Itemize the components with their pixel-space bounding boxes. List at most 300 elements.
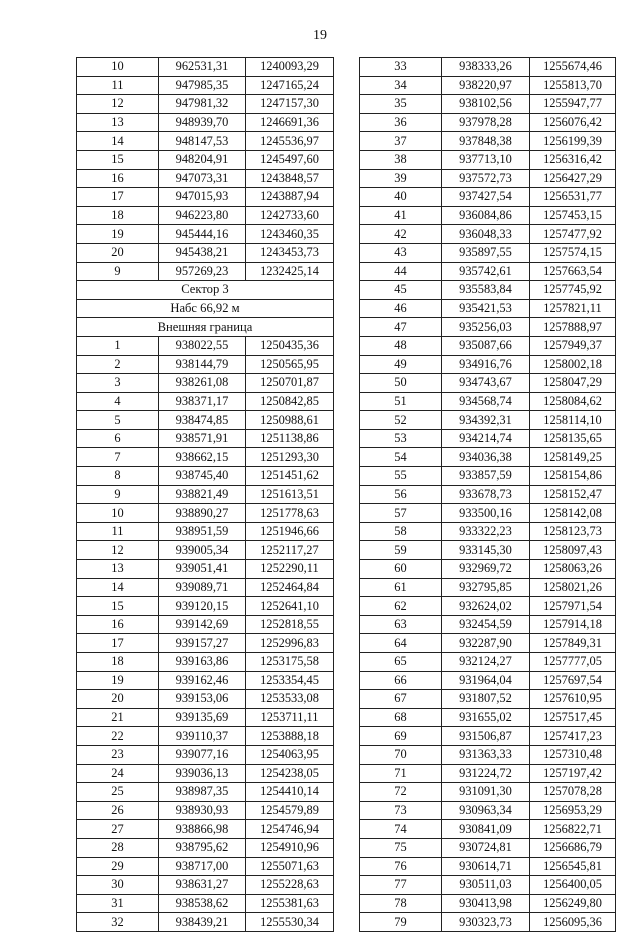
y-coordinate-cell: 1243887,94 bbox=[246, 188, 334, 207]
table-row bbox=[77, 448, 334, 467]
table-row bbox=[360, 206, 616, 225]
x-coordinate-cell: 938538,62 bbox=[159, 894, 246, 913]
point-number-cell: 77 bbox=[360, 876, 442, 895]
boundary-label-row bbox=[77, 318, 334, 337]
table-row bbox=[77, 913, 334, 932]
point-number-cell: 12 bbox=[77, 541, 159, 560]
x-coordinate-cell: 930323,73 bbox=[442, 913, 530, 932]
point-number-cell: 13 bbox=[77, 113, 159, 132]
point-number-cell: 9 bbox=[77, 262, 159, 281]
x-coordinate-cell: 939163,86 bbox=[159, 653, 246, 672]
table-row bbox=[360, 392, 616, 411]
y-coordinate-cell: 1257821,11 bbox=[530, 299, 616, 318]
table-row bbox=[77, 169, 334, 188]
y-coordinate-cell: 1257417,23 bbox=[530, 727, 616, 746]
y-coordinate-cell: 1245536,97 bbox=[246, 132, 334, 151]
x-coordinate-cell: 932795,85 bbox=[442, 578, 530, 597]
table-row bbox=[77, 392, 334, 411]
table-row bbox=[360, 169, 616, 188]
table-row bbox=[360, 578, 616, 597]
table-row bbox=[77, 560, 334, 579]
point-number-cell: 73 bbox=[360, 801, 442, 820]
y-coordinate-cell: 1256822,71 bbox=[530, 820, 616, 839]
y-coordinate-cell: 1247157,30 bbox=[246, 95, 334, 114]
y-coordinate-cell: 1253888,18 bbox=[246, 727, 334, 746]
table-row bbox=[77, 58, 334, 77]
x-coordinate-cell: 935087,66 bbox=[442, 336, 530, 355]
x-coordinate-cell: 935421,53 bbox=[442, 299, 530, 318]
x-coordinate-cell: 938102,56 bbox=[442, 95, 530, 114]
point-number-cell: 17 bbox=[77, 188, 159, 207]
x-coordinate-cell: 935583,84 bbox=[442, 281, 530, 300]
x-coordinate-cell: 938951,59 bbox=[159, 522, 246, 541]
x-coordinate-cell: 932124,27 bbox=[442, 653, 530, 672]
x-coordinate-cell: 938987,35 bbox=[159, 783, 246, 802]
boundary-label: Внешняя граница bbox=[77, 318, 334, 337]
x-coordinate-cell: 947073,31 bbox=[159, 169, 246, 188]
table-row bbox=[77, 76, 334, 95]
point-number-cell: 19 bbox=[77, 225, 159, 244]
point-number-cell: 74 bbox=[360, 820, 442, 839]
point-number-cell: 34 bbox=[360, 76, 442, 95]
x-coordinate-cell: 937848,38 bbox=[442, 132, 530, 151]
point-number-cell: 79 bbox=[360, 913, 442, 932]
y-coordinate-cell: 1256199,39 bbox=[530, 132, 616, 151]
y-coordinate-cell: 1254746,94 bbox=[246, 820, 334, 839]
point-number-cell: 43 bbox=[360, 243, 442, 262]
table-row bbox=[77, 727, 334, 746]
x-coordinate-cell: 938662,15 bbox=[159, 448, 246, 467]
x-coordinate-cell: 938439,21 bbox=[159, 913, 246, 932]
x-coordinate-cell: 938474,85 bbox=[159, 411, 246, 430]
x-coordinate-cell: 939162,46 bbox=[159, 671, 246, 690]
y-coordinate-cell: 1257574,15 bbox=[530, 243, 616, 262]
x-coordinate-cell: 938631,27 bbox=[159, 876, 246, 895]
point-number-cell: 3 bbox=[77, 374, 159, 393]
point-number-cell: 44 bbox=[360, 262, 442, 281]
x-coordinate-cell: 939120,15 bbox=[159, 597, 246, 616]
table-row bbox=[360, 838, 616, 857]
y-coordinate-cell: 1243460,35 bbox=[246, 225, 334, 244]
x-coordinate-cell: 930413,98 bbox=[442, 894, 530, 913]
table-row bbox=[77, 113, 334, 132]
table-row bbox=[77, 132, 334, 151]
table-row bbox=[360, 76, 616, 95]
point-number-cell: 67 bbox=[360, 690, 442, 709]
y-coordinate-cell: 1256953,29 bbox=[530, 801, 616, 820]
table-row bbox=[77, 336, 334, 355]
x-coordinate-cell: 935897,55 bbox=[442, 243, 530, 262]
x-coordinate-cell: 931807,52 bbox=[442, 690, 530, 709]
table-row bbox=[77, 597, 334, 616]
y-coordinate-cell: 1257663,54 bbox=[530, 262, 616, 281]
table-row bbox=[360, 188, 616, 207]
table-row bbox=[77, 764, 334, 783]
point-number-cell: 28 bbox=[77, 838, 159, 857]
table-row bbox=[360, 132, 616, 151]
table-row bbox=[360, 281, 616, 300]
table-row bbox=[360, 857, 616, 876]
y-coordinate-cell: 1246691,36 bbox=[246, 113, 334, 132]
point-number-cell: 70 bbox=[360, 745, 442, 764]
y-coordinate-cell: 1257078,28 bbox=[530, 783, 616, 802]
y-coordinate-cell: 1250701,87 bbox=[246, 374, 334, 393]
y-coordinate-cell: 1245497,60 bbox=[246, 150, 334, 169]
table-row bbox=[77, 578, 334, 597]
table-row bbox=[360, 467, 616, 486]
table-row bbox=[77, 467, 334, 486]
y-coordinate-cell: 1256249,80 bbox=[530, 894, 616, 913]
point-number-cell: 46 bbox=[360, 299, 442, 318]
y-coordinate-cell: 1258154,86 bbox=[530, 467, 616, 486]
y-coordinate-cell: 1243848,57 bbox=[246, 169, 334, 188]
y-coordinate-cell: 1257197,42 bbox=[530, 764, 616, 783]
point-number-cell: 11 bbox=[77, 522, 159, 541]
x-coordinate-cell: 931363,33 bbox=[442, 745, 530, 764]
x-coordinate-cell: 937572,73 bbox=[442, 169, 530, 188]
x-coordinate-cell: 938795,62 bbox=[159, 838, 246, 857]
coordinates-table-right bbox=[359, 57, 616, 932]
coordinates-table-left bbox=[76, 57, 334, 932]
x-coordinate-cell: 932454,59 bbox=[442, 615, 530, 634]
point-number-cell: 10 bbox=[77, 58, 159, 77]
x-coordinate-cell: 938022,55 bbox=[159, 336, 246, 355]
y-coordinate-cell: 1257310,48 bbox=[530, 745, 616, 764]
point-number-cell: 40 bbox=[360, 188, 442, 207]
y-coordinate-cell: 1250842,85 bbox=[246, 392, 334, 411]
point-number-cell: 66 bbox=[360, 671, 442, 690]
y-coordinate-cell: 1256686,79 bbox=[530, 838, 616, 857]
y-coordinate-cell: 1253533,08 bbox=[246, 690, 334, 709]
table-row bbox=[77, 374, 334, 393]
x-coordinate-cell: 938821,49 bbox=[159, 485, 246, 504]
table-row bbox=[77, 243, 334, 262]
point-number-cell: 11 bbox=[77, 76, 159, 95]
table-row bbox=[360, 150, 616, 169]
y-coordinate-cell: 1258114,10 bbox=[530, 411, 616, 430]
y-coordinate-cell: 1256095,36 bbox=[530, 913, 616, 932]
point-number-cell: 17 bbox=[77, 634, 159, 653]
y-coordinate-cell: 1256531,77 bbox=[530, 188, 616, 207]
point-number-cell: 49 bbox=[360, 355, 442, 374]
x-coordinate-cell: 932624,02 bbox=[442, 597, 530, 616]
x-coordinate-cell: 962531,31 bbox=[159, 58, 246, 77]
x-coordinate-cell: 947015,93 bbox=[159, 188, 246, 207]
x-coordinate-cell: 935256,03 bbox=[442, 318, 530, 337]
point-number-cell: 51 bbox=[360, 392, 442, 411]
y-coordinate-cell: 1242733,60 bbox=[246, 206, 334, 225]
table-row bbox=[360, 58, 616, 77]
y-coordinate-cell: 1255674,46 bbox=[530, 58, 616, 77]
point-number-cell: 8 bbox=[77, 467, 159, 486]
x-coordinate-cell: 934568,74 bbox=[442, 392, 530, 411]
point-number-cell: 22 bbox=[77, 727, 159, 746]
x-coordinate-cell: 947981,32 bbox=[159, 95, 246, 114]
y-coordinate-cell: 1257914,18 bbox=[530, 615, 616, 634]
x-coordinate-cell: 936048,33 bbox=[442, 225, 530, 244]
point-number-cell: 63 bbox=[360, 615, 442, 634]
x-coordinate-cell: 948147,53 bbox=[159, 132, 246, 151]
table-row bbox=[360, 820, 616, 839]
point-number-cell: 65 bbox=[360, 653, 442, 672]
table-row bbox=[77, 783, 334, 802]
table-row bbox=[360, 355, 616, 374]
table-row bbox=[77, 541, 334, 560]
table-row bbox=[360, 653, 616, 672]
x-coordinate-cell: 931655,02 bbox=[442, 708, 530, 727]
table-row bbox=[360, 95, 616, 114]
sector-title-row bbox=[77, 281, 334, 300]
x-coordinate-cell: 938890,27 bbox=[159, 504, 246, 523]
y-coordinate-cell: 1253711,11 bbox=[246, 708, 334, 727]
point-number-cell: 16 bbox=[77, 169, 159, 188]
table-row bbox=[77, 690, 334, 709]
point-number-cell: 33 bbox=[360, 58, 442, 77]
point-number-cell: 14 bbox=[77, 578, 159, 597]
table-row bbox=[77, 634, 334, 653]
y-coordinate-cell: 1257971,54 bbox=[530, 597, 616, 616]
point-number-cell: 1 bbox=[77, 336, 159, 355]
x-coordinate-cell: 934743,67 bbox=[442, 374, 530, 393]
point-number-cell: 50 bbox=[360, 374, 442, 393]
x-coordinate-cell: 948939,70 bbox=[159, 113, 246, 132]
table-row bbox=[360, 374, 616, 393]
table-row bbox=[77, 522, 334, 541]
x-coordinate-cell: 930841,09 bbox=[442, 820, 530, 839]
x-coordinate-cell: 939142,69 bbox=[159, 615, 246, 634]
point-number-cell: 64 bbox=[360, 634, 442, 653]
y-coordinate-cell: 1257849,31 bbox=[530, 634, 616, 653]
y-coordinate-cell: 1254238,05 bbox=[246, 764, 334, 783]
x-coordinate-cell: 933857,59 bbox=[442, 467, 530, 486]
x-coordinate-cell: 939157,27 bbox=[159, 634, 246, 653]
point-number-cell: 32 bbox=[77, 913, 159, 932]
table-row bbox=[77, 708, 334, 727]
table-row bbox=[360, 299, 616, 318]
sector-title: Сектор 3 bbox=[77, 281, 334, 300]
point-number-cell: 14 bbox=[77, 132, 159, 151]
point-number-cell: 41 bbox=[360, 206, 442, 225]
point-number-cell: 15 bbox=[77, 150, 159, 169]
x-coordinate-cell: 939005,34 bbox=[159, 541, 246, 560]
table-row bbox=[360, 560, 616, 579]
table-row bbox=[360, 615, 616, 634]
point-number-cell: 52 bbox=[360, 411, 442, 430]
y-coordinate-cell: 1256400,05 bbox=[530, 876, 616, 895]
table-row bbox=[77, 429, 334, 448]
y-coordinate-cell: 1247165,24 bbox=[246, 76, 334, 95]
table-row bbox=[77, 150, 334, 169]
sector-height-row bbox=[77, 299, 334, 318]
y-coordinate-cell: 1258063,26 bbox=[530, 560, 616, 579]
point-number-cell: 20 bbox=[77, 690, 159, 709]
x-coordinate-cell: 939036,13 bbox=[159, 764, 246, 783]
x-coordinate-cell: 934214,74 bbox=[442, 429, 530, 448]
table-row bbox=[77, 95, 334, 114]
table-row bbox=[77, 411, 334, 430]
y-coordinate-cell: 1251451,62 bbox=[246, 467, 334, 486]
y-coordinate-cell: 1251613,51 bbox=[246, 485, 334, 504]
table-row bbox=[360, 318, 616, 337]
point-number-cell: 20 bbox=[77, 243, 159, 262]
y-coordinate-cell: 1250988,61 bbox=[246, 411, 334, 430]
point-number-cell: 68 bbox=[360, 708, 442, 727]
point-number-cell: 42 bbox=[360, 225, 442, 244]
x-coordinate-cell: 931506,87 bbox=[442, 727, 530, 746]
table-row bbox=[360, 671, 616, 690]
y-coordinate-cell: 1255947,77 bbox=[530, 95, 616, 114]
x-coordinate-cell: 938220,97 bbox=[442, 76, 530, 95]
x-coordinate-cell: 939077,16 bbox=[159, 745, 246, 764]
point-number-cell: 19 bbox=[77, 671, 159, 690]
point-number-cell: 58 bbox=[360, 522, 442, 541]
table-row bbox=[360, 690, 616, 709]
y-coordinate-cell: 1255813,70 bbox=[530, 76, 616, 95]
y-coordinate-cell: 1258002,18 bbox=[530, 355, 616, 374]
point-number-cell: 56 bbox=[360, 485, 442, 504]
x-coordinate-cell: 930614,71 bbox=[442, 857, 530, 876]
table-row bbox=[77, 504, 334, 523]
x-coordinate-cell: 938333,26 bbox=[442, 58, 530, 77]
y-coordinate-cell: 1254063,95 bbox=[246, 745, 334, 764]
x-coordinate-cell: 938717,00 bbox=[159, 857, 246, 876]
point-number-cell: 48 bbox=[360, 336, 442, 355]
y-coordinate-cell: 1255530,34 bbox=[246, 913, 334, 932]
table-row bbox=[360, 764, 616, 783]
table-row bbox=[77, 820, 334, 839]
point-number-cell: 18 bbox=[77, 206, 159, 225]
x-coordinate-cell: 936084,86 bbox=[442, 206, 530, 225]
y-coordinate-cell: 1252464,84 bbox=[246, 578, 334, 597]
table-row bbox=[77, 615, 334, 634]
y-coordinate-cell: 1252290,11 bbox=[246, 560, 334, 579]
point-number-cell: 18 bbox=[77, 653, 159, 672]
table-row bbox=[360, 411, 616, 430]
x-coordinate-cell: 930511,03 bbox=[442, 876, 530, 895]
x-coordinate-cell: 931091,30 bbox=[442, 783, 530, 802]
x-coordinate-cell: 937713,10 bbox=[442, 150, 530, 169]
y-coordinate-cell: 1250435,36 bbox=[246, 336, 334, 355]
y-coordinate-cell: 1257888,97 bbox=[530, 318, 616, 337]
y-coordinate-cell: 1258047,29 bbox=[530, 374, 616, 393]
x-coordinate-cell: 938866,98 bbox=[159, 820, 246, 839]
x-coordinate-cell: 945444,16 bbox=[159, 225, 246, 244]
point-number-cell: 55 bbox=[360, 467, 442, 486]
y-coordinate-cell: 1253175,58 bbox=[246, 653, 334, 672]
y-coordinate-cell: 1258123,73 bbox=[530, 522, 616, 541]
y-coordinate-cell: 1257745,92 bbox=[530, 281, 616, 300]
x-coordinate-cell: 938930,93 bbox=[159, 801, 246, 820]
y-coordinate-cell: 1256076,42 bbox=[530, 113, 616, 132]
point-number-cell: 12 bbox=[77, 95, 159, 114]
table-row bbox=[77, 671, 334, 690]
y-coordinate-cell: 1254410,14 bbox=[246, 783, 334, 802]
point-number-cell: 26 bbox=[77, 801, 159, 820]
x-coordinate-cell: 938261,08 bbox=[159, 374, 246, 393]
point-number-cell: 27 bbox=[77, 820, 159, 839]
x-coordinate-cell: 939135,69 bbox=[159, 708, 246, 727]
point-number-cell: 38 bbox=[360, 150, 442, 169]
y-coordinate-cell: 1257949,37 bbox=[530, 336, 616, 355]
page-number: 19 bbox=[313, 28, 327, 43]
point-number-cell: 69 bbox=[360, 727, 442, 746]
x-coordinate-cell: 938571,91 bbox=[159, 429, 246, 448]
point-number-cell: 21 bbox=[77, 708, 159, 727]
point-number-cell: 53 bbox=[360, 429, 442, 448]
table-row bbox=[360, 243, 616, 262]
y-coordinate-cell: 1251778,63 bbox=[246, 504, 334, 523]
point-number-cell: 24 bbox=[77, 764, 159, 783]
y-coordinate-cell: 1254910,96 bbox=[246, 838, 334, 857]
y-coordinate-cell: 1255381,63 bbox=[246, 894, 334, 913]
table-row bbox=[77, 188, 334, 207]
point-number-cell: 60 bbox=[360, 560, 442, 579]
x-coordinate-cell: 939110,37 bbox=[159, 727, 246, 746]
table-row bbox=[360, 727, 616, 746]
table-row bbox=[360, 634, 616, 653]
y-coordinate-cell: 1256316,42 bbox=[530, 150, 616, 169]
point-number-cell: 75 bbox=[360, 838, 442, 857]
x-coordinate-cell: 948204,91 bbox=[159, 150, 246, 169]
y-coordinate-cell: 1254579,89 bbox=[246, 801, 334, 820]
point-number-cell: 54 bbox=[360, 448, 442, 467]
point-number-cell: 10 bbox=[77, 504, 159, 523]
y-coordinate-cell: 1240093,29 bbox=[246, 58, 334, 77]
y-coordinate-cell: 1252996,83 bbox=[246, 634, 334, 653]
y-coordinate-cell: 1251138,86 bbox=[246, 429, 334, 448]
x-coordinate-cell: 930724,81 bbox=[442, 838, 530, 857]
x-coordinate-cell: 939089,71 bbox=[159, 578, 246, 597]
table-row bbox=[360, 113, 616, 132]
point-number-cell: 29 bbox=[77, 857, 159, 876]
table-row bbox=[360, 783, 616, 802]
x-coordinate-cell: 932969,72 bbox=[442, 560, 530, 579]
point-number-cell: 23 bbox=[77, 745, 159, 764]
x-coordinate-cell: 937978,28 bbox=[442, 113, 530, 132]
point-number-cell: 31 bbox=[77, 894, 159, 913]
table-row bbox=[77, 876, 334, 895]
table-row bbox=[360, 225, 616, 244]
point-number-cell: 37 bbox=[360, 132, 442, 151]
table-row bbox=[77, 745, 334, 764]
x-coordinate-cell: 945438,21 bbox=[159, 243, 246, 262]
point-number-cell: 39 bbox=[360, 169, 442, 188]
point-number-cell: 2 bbox=[77, 355, 159, 374]
table-row bbox=[360, 801, 616, 820]
x-coordinate-cell: 931224,72 bbox=[442, 764, 530, 783]
point-number-cell: 9 bbox=[77, 485, 159, 504]
table-row bbox=[77, 653, 334, 672]
y-coordinate-cell: 1252818,55 bbox=[246, 615, 334, 634]
point-number-cell: 71 bbox=[360, 764, 442, 783]
point-number-cell: 76 bbox=[360, 857, 442, 876]
table-row bbox=[360, 876, 616, 895]
table-row bbox=[360, 448, 616, 467]
y-coordinate-cell: 1253354,45 bbox=[246, 671, 334, 690]
table-row bbox=[360, 894, 616, 913]
y-coordinate-cell: 1258142,08 bbox=[530, 504, 616, 523]
point-number-cell: 6 bbox=[77, 429, 159, 448]
table-row bbox=[360, 541, 616, 560]
y-coordinate-cell: 1250565,95 bbox=[246, 355, 334, 374]
point-number-cell: 62 bbox=[360, 597, 442, 616]
x-coordinate-cell: 939153,06 bbox=[159, 690, 246, 709]
table-row bbox=[360, 597, 616, 616]
table-row bbox=[77, 225, 334, 244]
x-coordinate-cell: 938371,17 bbox=[159, 392, 246, 411]
x-coordinate-cell: 947985,35 bbox=[159, 76, 246, 95]
x-coordinate-cell: 934392,31 bbox=[442, 411, 530, 430]
